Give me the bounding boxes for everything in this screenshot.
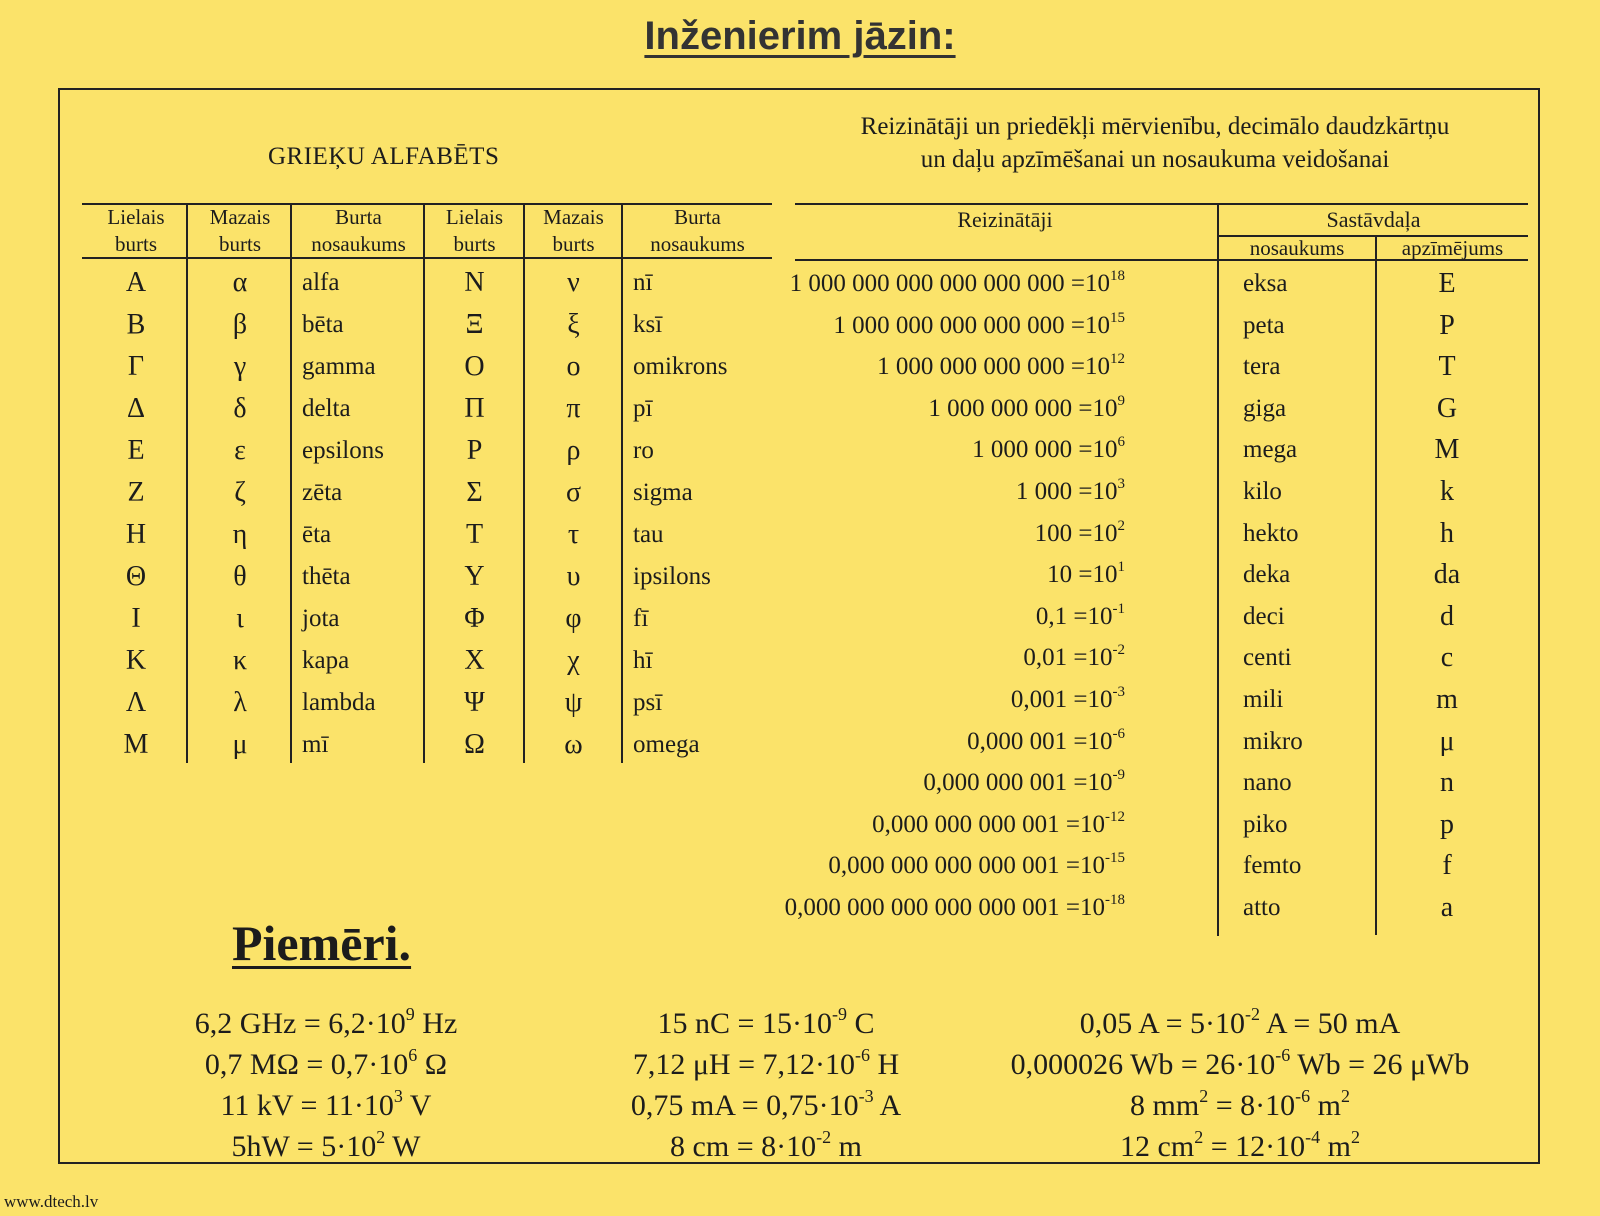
greek-letter-name: jota xyxy=(302,605,340,632)
multiplier-value xyxy=(625,596,1125,637)
prefixes-heading-line1: Reizinātāji un priedēkļi mērvienību, decimālo daudzkārtņu xyxy=(860,113,1450,140)
prefix-name: mili xyxy=(1243,686,1284,713)
example-text: 8 mm xyxy=(1130,1089,1200,1122)
prefix-symbol: T xyxy=(1438,351,1456,383)
greek-uppercase: Κ xyxy=(125,645,147,676)
example-text: 12 cm xyxy=(1120,1130,1195,1163)
prefix-symbol: c xyxy=(1440,642,1454,674)
example-text: 5hW = 5·10 xyxy=(231,1130,377,1163)
greek-lowercase: ο xyxy=(566,351,581,382)
prefix-name: giga xyxy=(1243,394,1287,422)
prefix-symbol: a xyxy=(1440,892,1454,923)
greek-letter-name: tau xyxy=(633,521,664,548)
greek-uppercase: Α xyxy=(125,267,147,298)
prefix-name: mega xyxy=(1243,436,1298,464)
greek-uppercase: Σ xyxy=(466,477,483,508)
multiplier-value xyxy=(625,887,1125,928)
multiplier-exponent: -18 xyxy=(1105,892,1125,908)
prefix-name: deka xyxy=(1243,561,1291,589)
example-line xyxy=(970,1086,1510,1126)
multiplier-value xyxy=(625,263,1125,304)
example-text: C xyxy=(846,1007,875,1040)
greek-letter-name: ēta xyxy=(302,521,332,548)
greek-uppercase: Γ xyxy=(127,351,145,382)
page-title: Inženierim jāzin: xyxy=(644,14,956,58)
greek-letter-name: epsilons xyxy=(302,437,384,464)
greek-lowercase: θ xyxy=(233,561,247,592)
multiplier-base: 100 =10 xyxy=(1034,519,1118,547)
example-exponent: -4 xyxy=(1305,1127,1321,1147)
greek-uppercase: Ο xyxy=(464,351,485,382)
example-text: m xyxy=(831,1130,862,1163)
prefix-name: eksa xyxy=(1243,270,1288,297)
prefix-symbol: h xyxy=(1440,517,1454,549)
greek-lowercase: χ xyxy=(567,645,580,676)
prefix-table-row xyxy=(0,388,1520,429)
example-exponent: 9 xyxy=(405,1004,415,1024)
multiplier-base: 1 000 000 000 000 000 =10 xyxy=(833,311,1110,339)
example-text: A = 50 mA xyxy=(1259,1007,1401,1040)
prefix-col-header-component: Sastāvdaļa xyxy=(1326,207,1421,232)
greek-uppercase: Λ xyxy=(125,687,147,718)
greek-alphabet-heading: GRIEĶU ALFABĒTS xyxy=(268,143,500,170)
example-line xyxy=(970,1127,1510,1167)
example-text: Ω xyxy=(417,1048,448,1081)
multiplier-base: 1 000 000 =10 xyxy=(972,436,1118,464)
multiplier-base: 0,001 =10 xyxy=(1010,686,1113,713)
greek-lowercase: δ xyxy=(233,393,247,424)
greek-uppercase: Θ xyxy=(125,561,147,592)
example-exponent: -3 xyxy=(858,1086,874,1106)
prefix-symbol: f xyxy=(1442,850,1452,882)
prefix-symbol: G xyxy=(1436,392,1458,424)
greek-letter-name: fī xyxy=(633,605,649,632)
greek-letter-name: omikrons xyxy=(633,353,728,380)
multiplier-value xyxy=(625,305,1125,346)
multiplier-base: 1 000 000 000 =10 xyxy=(928,394,1118,422)
prefix-table-top-rule xyxy=(795,203,1528,205)
prefix-symbol: p xyxy=(1440,808,1454,840)
prefix-table-row xyxy=(0,263,1520,304)
example-exponent: 3 xyxy=(393,1086,403,1106)
prefix-name: centi xyxy=(1243,644,1292,672)
multiplier-base: 0,000 000 000 000 001 =10 xyxy=(828,852,1105,880)
example-text: = 8·10 xyxy=(1208,1089,1296,1122)
greek-letter-name: ro xyxy=(633,437,654,464)
example-line xyxy=(496,1127,1036,1167)
prefix-table-row xyxy=(0,471,1520,512)
prefix-table-row xyxy=(0,804,1520,845)
example-line xyxy=(970,1045,1510,1085)
multiplier-value xyxy=(625,762,1125,803)
example-text: m xyxy=(1310,1089,1341,1122)
example-text: 8 cm = 8·10 xyxy=(670,1130,817,1163)
greek-lowercase: γ xyxy=(233,351,247,382)
multiplier-exponent: 12 xyxy=(1110,351,1125,368)
greek-letter-name: nī xyxy=(633,269,653,296)
greek-lowercase: ρ xyxy=(566,435,581,466)
multiplier-value xyxy=(625,554,1125,595)
greek-uppercase: Ω xyxy=(464,729,485,760)
greek-uppercase: Ε xyxy=(127,435,145,466)
greek-uppercase: Ξ xyxy=(465,309,484,340)
multiplier-value xyxy=(625,429,1125,470)
prefix-name: deci xyxy=(1243,602,1285,630)
multiplier-exponent: 1 xyxy=(1117,559,1125,576)
greek-uppercase: Ι xyxy=(131,603,141,634)
example-exponent: -2 xyxy=(1244,1004,1260,1024)
greek-uppercase: Ν xyxy=(464,267,485,298)
multiplier-exponent: -9 xyxy=(1112,767,1125,784)
prefix-symbol: da xyxy=(1433,559,1461,591)
greek-lowercase: α xyxy=(232,267,248,298)
multiplier-exponent: 18 xyxy=(1110,268,1125,284)
example-line xyxy=(496,1086,1036,1126)
greek-letter-name: bēta xyxy=(302,311,344,338)
example-exponent: -2 xyxy=(816,1127,832,1147)
greek-lowercase: κ xyxy=(232,645,248,676)
greek-lowercase: ξ xyxy=(567,309,580,340)
multiplier-value xyxy=(625,388,1125,429)
example-text: V xyxy=(402,1089,432,1122)
prefix-table-row xyxy=(0,637,1520,678)
prefix-table-row xyxy=(0,887,1520,928)
greek-uppercase: Μ xyxy=(123,729,149,760)
greek-lowercase: λ xyxy=(233,687,247,718)
prefix-name: peta xyxy=(1243,311,1285,339)
multiplier-value xyxy=(625,804,1125,845)
prefix-name: kilo xyxy=(1243,478,1282,505)
example-text: W xyxy=(385,1130,421,1163)
multiplier-value xyxy=(625,637,1125,678)
multiplier-exponent: -15 xyxy=(1105,850,1125,867)
greek-lowercase: ψ xyxy=(564,687,583,718)
greek-uppercase: Ψ xyxy=(464,687,485,718)
multiplier-value xyxy=(625,679,1125,720)
greek-letter-name: ipsilons xyxy=(633,563,711,590)
greek-letter-name: pī xyxy=(633,395,653,422)
example-exponent: 2 xyxy=(1199,1086,1209,1106)
greek-letter-name: alfa xyxy=(302,269,340,296)
prefix-symbol: k xyxy=(1440,476,1454,507)
example-text: Hz xyxy=(414,1007,458,1040)
greek-letter-name: hī xyxy=(633,647,653,674)
greek-col-header: Burta nosaukums xyxy=(650,205,745,256)
multiplier-base: 1 000 000 000 000 000 000 =10 xyxy=(789,270,1110,297)
multiplier-base: 0,1 =10 xyxy=(1035,602,1113,630)
example-exponent: 2 xyxy=(1340,1086,1350,1106)
prefix-table-row xyxy=(0,346,1520,387)
multiplier-value xyxy=(625,721,1125,762)
example-line xyxy=(496,1004,1036,1044)
multiplier-base: 1 000 000 000 000 =10 xyxy=(877,353,1110,381)
multiplier-exponent: -6 xyxy=(1112,725,1125,742)
example-exponent: 2 xyxy=(376,1127,386,1147)
greek-letter-name: sigma xyxy=(633,479,693,506)
prefix-symbol: m xyxy=(1436,684,1458,715)
example-text: = 12·10 xyxy=(1203,1130,1306,1163)
prefix-table-row xyxy=(0,554,1520,595)
example-text: 0,75 mA = 0,75·10 xyxy=(630,1089,859,1122)
greek-uppercase: Υ xyxy=(464,561,485,592)
example-exponent: -6 xyxy=(855,1045,870,1065)
greek-letter-name: lambda xyxy=(302,689,376,716)
greek-uppercase: Ρ xyxy=(466,435,483,466)
example-text: 7,12 μH = 7,12·10 xyxy=(632,1048,855,1081)
prefix-name: nano xyxy=(1243,769,1292,797)
greek-uppercase: Π xyxy=(464,393,485,424)
multiplier-value xyxy=(625,471,1125,512)
example-exponent: 2 xyxy=(1194,1127,1204,1147)
prefix-symbol: n xyxy=(1440,767,1454,799)
greek-letter-name: psī xyxy=(633,689,663,716)
greek-uppercase: Χ xyxy=(464,645,485,676)
greek-letter-name: ksī xyxy=(633,311,663,338)
greek-uppercase: Δ xyxy=(126,393,145,424)
example-exponent: -6 xyxy=(1275,1045,1291,1065)
example-text: 11 kV = 11·10 xyxy=(220,1089,394,1122)
greek-col-header: Lielais burts xyxy=(107,205,165,256)
greek-uppercase: Τ xyxy=(465,519,484,550)
example-text: 0,000026 Wb = 26·10 xyxy=(1010,1048,1276,1081)
example-text: 0,05 A = 5·10 xyxy=(1079,1007,1245,1040)
multiplier-exponent: -1 xyxy=(1112,600,1125,617)
greek-letter-name: zēta xyxy=(302,479,343,506)
multiplier-exponent: 6 xyxy=(1117,434,1125,451)
greek-lowercase: τ xyxy=(567,519,580,550)
example-text: H xyxy=(870,1048,900,1081)
greek-lowercase: υ xyxy=(566,561,581,592)
example-line xyxy=(970,1004,1510,1044)
prefixes-heading-line2: un daļu apzīmēšanai un nosaukuma veidošanai xyxy=(920,146,1390,173)
prefix-name: tera xyxy=(1243,353,1281,381)
multiplier-exponent: 15 xyxy=(1110,309,1125,326)
prefix-name: hekto xyxy=(1243,519,1299,547)
multiplier-exponent: 9 xyxy=(1117,392,1125,409)
prefix-table-row xyxy=(0,721,1520,762)
prefix-symbol: d xyxy=(1440,600,1454,632)
example-line xyxy=(496,1045,1036,1085)
greek-letter-name: mī xyxy=(302,731,329,758)
example-text: m xyxy=(1320,1130,1351,1163)
example-exponent: -9 xyxy=(831,1004,847,1024)
greek-col-header: Lielais burts xyxy=(445,205,504,256)
prefix-col-header-name: nosaukums xyxy=(1249,236,1345,260)
greek-col-header: Mazais burts xyxy=(209,205,271,256)
prefix-table-row xyxy=(0,762,1520,803)
greek-col-header: Burta nosaukums xyxy=(311,205,406,256)
prefix-symbol: P xyxy=(1439,309,1455,341)
multiplier-value xyxy=(625,845,1125,886)
greek-lowercase: μ xyxy=(232,729,248,760)
prefix-table-row xyxy=(0,305,1520,346)
multiplier-exponent: -3 xyxy=(1112,684,1125,700)
greek-uppercase: Η xyxy=(125,519,147,550)
example-text: A xyxy=(873,1089,902,1122)
multiplier-base: 0,000 000 001 =10 xyxy=(923,769,1113,797)
prefix-symbol: M xyxy=(1434,434,1460,466)
prefix-name: femto xyxy=(1243,852,1302,880)
greek-lowercase: ω xyxy=(564,729,583,760)
prefix-col-header-multiplier: Reizinātāji xyxy=(957,207,1053,232)
multiplier-base: 0,000 001 =10 xyxy=(967,727,1113,755)
prefix-symbol: E xyxy=(1438,268,1456,299)
prefix-symbol: μ xyxy=(1439,725,1455,757)
multiplier-base: 0,000 000 000 001 =10 xyxy=(872,810,1105,838)
multiplier-exponent: 3 xyxy=(1117,476,1125,492)
prefix-name: piko xyxy=(1243,810,1288,838)
greek-lowercase: σ xyxy=(565,477,582,508)
greek-uppercase: Ζ xyxy=(127,477,145,508)
greek-col-header: Mazais burts xyxy=(543,205,604,256)
example-text: Wb = 26 μWb xyxy=(1290,1048,1470,1081)
greek-lowercase: ι xyxy=(236,603,244,634)
greek-letter-name: omega xyxy=(633,731,700,758)
multiplier-value xyxy=(625,346,1125,387)
prefix-name: atto xyxy=(1243,894,1281,921)
multiplier-base: 0,01 =10 xyxy=(1023,644,1113,672)
multiplier-value xyxy=(625,513,1125,554)
prefix-table-row xyxy=(0,845,1520,886)
prefixes-heading xyxy=(790,110,1520,176)
footer-url: www.dtech.lv xyxy=(4,1192,99,1211)
multiplier-exponent: 2 xyxy=(1117,517,1125,534)
greek-lowercase: π xyxy=(566,393,581,424)
example-exponent: -6 xyxy=(1295,1086,1311,1106)
greek-letter-name: delta xyxy=(302,395,351,422)
greek-letter-name: gamma xyxy=(302,353,376,380)
greek-lowercase: φ xyxy=(565,603,582,634)
example-text: 0,7 MΩ = 0,7·10 xyxy=(204,1048,409,1081)
multiplier-base: 0,000 000 000 000 000 001 =10 xyxy=(784,894,1105,921)
prefix-name: mikro xyxy=(1243,727,1303,755)
examples-title: Piemēri. xyxy=(232,915,412,971)
greek-lowercase: η xyxy=(232,519,248,550)
prefix-table-row xyxy=(0,513,1520,554)
greek-lowercase: ν xyxy=(567,267,580,298)
prefix-table-row xyxy=(0,596,1520,637)
greek-lowercase: β xyxy=(232,309,248,340)
greek-uppercase: Φ xyxy=(464,603,485,634)
greek-lowercase: ε xyxy=(234,435,246,466)
example-text: 6,2 GHz = 6,2·10 xyxy=(194,1007,406,1040)
multiplier-base: 10 =10 xyxy=(1047,561,1118,589)
multiplier-exponent: -2 xyxy=(1112,642,1125,659)
multiplier-exponent: -12 xyxy=(1105,808,1125,825)
example-text: 15 nC = 15·10 xyxy=(657,1007,832,1040)
greek-letter-name: kapa xyxy=(302,647,350,674)
greek-uppercase: Β xyxy=(126,309,146,340)
multiplier-base: 1 000 =10 xyxy=(1015,478,1118,505)
prefix-table-row xyxy=(0,429,1520,470)
example-exponent: 2 xyxy=(1350,1127,1360,1147)
prefix-table-row xyxy=(0,679,1520,720)
example-exponent: 6 xyxy=(408,1045,418,1065)
greek-letter-name: thēta xyxy=(302,563,351,590)
greek-lowercase: ζ xyxy=(234,477,246,508)
prefix-col-header-symbol: apzīmējums xyxy=(1401,236,1504,260)
